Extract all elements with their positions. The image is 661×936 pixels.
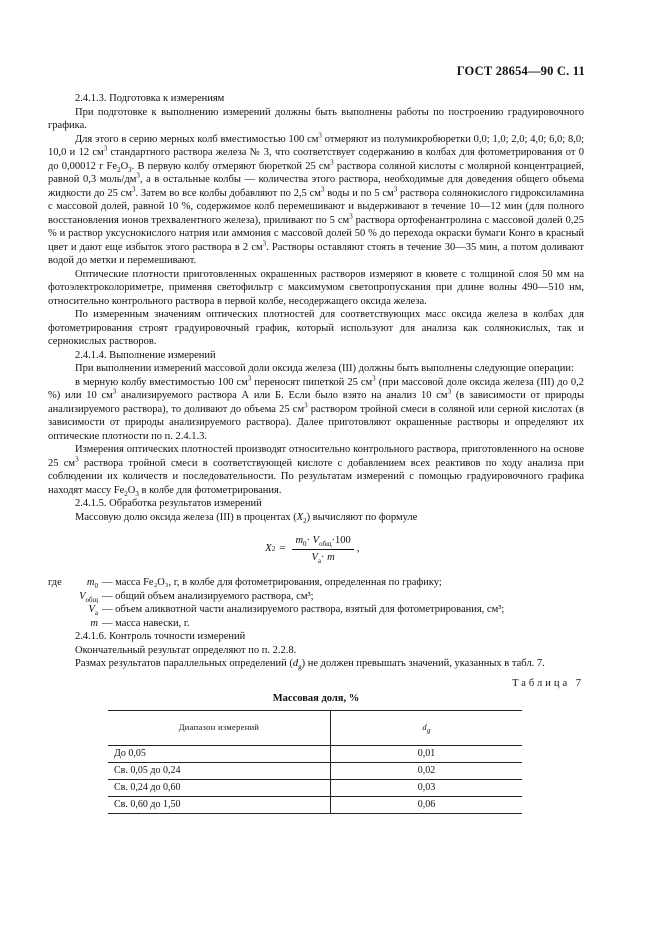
- section-heading-2-4-1-4: 2.4.1.4. Выполнение измерений: [75, 349, 216, 361]
- formula-block: [48, 528, 584, 574]
- section-heading-2-4-1-3: 2.4.1.3. Подготовка к измерениям: [75, 93, 225, 104]
- definition-row: $V_а$ — объем аликвотной части анализируемого раствора, взятый для фотометрирования, см³;: [88, 604, 505, 618]
- page-header: ГОСТ 28654—90 С. 11: [456, 64, 585, 78]
- paragraph-operations: в мерную колбу вместимостью 100 $см^3$ переносят пипеткой 25 $см^3$ (при массовой доле оксида железа (III) до 0,2 %) или 10 $см^3$ анализируемого раствора А или Б. Если было взято на анализ 10 $см^3$ (в зависимости от природы анализируемого раствора), то доливают до объема 25 $см^3$ раствором тройной смеси в соляной или серной кислотах (в зависимости от природы анализируемого раствора). Далее приготовляют окрашенные растворы и определяют их оптические плотности по п. 2.4.1.3.: [48, 374, 584, 442]
- paragraph-formula-intro: Массовую долю оксида железа (III) в процентах $(X_2)$ вычисляют по формуле: [75, 511, 418, 525]
- definition-row: где $m_0$ — масса Fe₂O₃, г, в колбе для фотометрирования, определенная по графику;: [48, 577, 442, 591]
- document-body: [48, 92, 584, 814]
- paragraph-operations-intro: При выполнении измерений массовой доли оксида железа (III) должны быть выполнены следующие операции:: [75, 363, 574, 374]
- definition-row: m — масса навески, г.: [90, 617, 190, 629]
- table-7: [108, 710, 522, 814]
- formula-fraction: $\frac{m_0\cdot V_{общ}\cdot 100}{V_а\cdot m}$: [292, 534, 353, 564]
- paragraph-preparation: При подготовке к выполнению измерений должны быть выполнены работы по построению градуировочного графика.: [48, 106, 584, 131]
- section-heading-2-4-1-6: 2.4.1.6. Контроль точности измерений: [75, 631, 246, 642]
- table-row: Св. 0,24 до 0,60 0,03: [108, 779, 522, 796]
- table-row: До 0,05 0,01: [108, 745, 522, 762]
- paragraph-optical-density: Оптические плотности приготовленных окрашенных растворов измеряют в кювете с толщиной слоя 50 мм на фотоэлектроколориметре, применяя светофильтр с максимумом светопропускания при длине волны 490—510 нм, относительно контрольного раствора в первой колбе, несодержащего оксида железа.: [48, 268, 584, 307]
- paragraph-calibration: Для этого в серию мерных колб вместимостью 100 $см^3$ отмеряют из полумикробюретки 0,0; 1,0; 2,0; 4,0; 6,0; 8,0; 10,0 и 12 $см^3$ стандартного раствора железа № 3, что соответствует содержанию в колбах для фотометрирования от 0 до 0,00012 г $Fe_2O_3$. В первую колбу отмеряют бюреткой 25 $см^3$ раствора соляной кислоты с молярной концентрацией, равной 0,3 моль/$дм^3$, а в остальные колбы — количества этого раствора, необходимые для доведения общего объема жидкости до 25 $см^3$. Затем во все колбы добавляют по 2,5 $см^3$ воды и по 5 $см^3$ раствора солянокислого гидроксиламина с массовой долей, равной 10 %, содержимое колб перемешивают и выдерживают в течение 10—12 мин (для полного восстановления ионов трехвалентного железа), приливают по 5 $см^3$ раствора ортофенантролина с массовой долей 0,25 % и раствор уксуснокислого натрия или аммония с массовой долей 50 % до перехода окраски бумаги Конго в красный цвет и дают еще избыток этого раствора в 2 $см^3$. Растворы оставляют стоять в течение 30—35 мин, а потом доливают водой до метки и перемешивают.: [48, 131, 584, 266]
- table-header-row: [108, 710, 522, 745]
- table-header-range: Диапазон измерений: [108, 710, 331, 745]
- table-header-dg: $d_g$: [331, 710, 523, 745]
- paragraph-range: Размах результатов параллельных определений $(d_g)$ не должен превышать значений, указанных в табл. 7.: [75, 658, 545, 672]
- paragraph-measurements: Измерения оптических плотностей производят относительно контрольного раствора, приготовленного на основе 25 $см^3$ раствора тройной смеси в соответствующей кислоте с добавлением всех реактивов по ходу анализа при соблюдении их количеств и последовательности. По результатам измерений с помощью градуировочного графика находят массу $Fe_2O_3$ в колбе для фотометрирования.: [48, 444, 584, 498]
- formula-definitions: [48, 576, 584, 630]
- table-title: Массовая доля, %: [272, 693, 360, 704]
- paragraph-final-result: Окончательный результат определяют по п. 2.2.8.: [75, 644, 297, 656]
- table-row: Св. 0,05 до 0,24 0,02: [108, 762, 522, 779]
- definition-row: $V_{общ}$ — общий объем анализируемого раствора, см³;: [79, 590, 314, 604]
- section-heading-2-4-1-5: 2.4.1.5. Обработка результатов измерений: [75, 498, 262, 509]
- table-row: Св. 0,60 до 1,50 0,06: [108, 796, 522, 813]
- paragraph-graph: По измеренным значениям оптических плотностей для соответствующих масс оксида железа в колбах для фотометрирования строят градуировочный график, который используют для анализа как солянокислых, так и сернокислых растворов.: [48, 309, 584, 347]
- formula-x2: X 2 = $\frac{m_0\cdot V_{общ}\cdot 100}{V_а\cdot m}$ ,: [265, 535, 360, 565]
- table-caption: Таблица 7: [512, 677, 584, 689]
